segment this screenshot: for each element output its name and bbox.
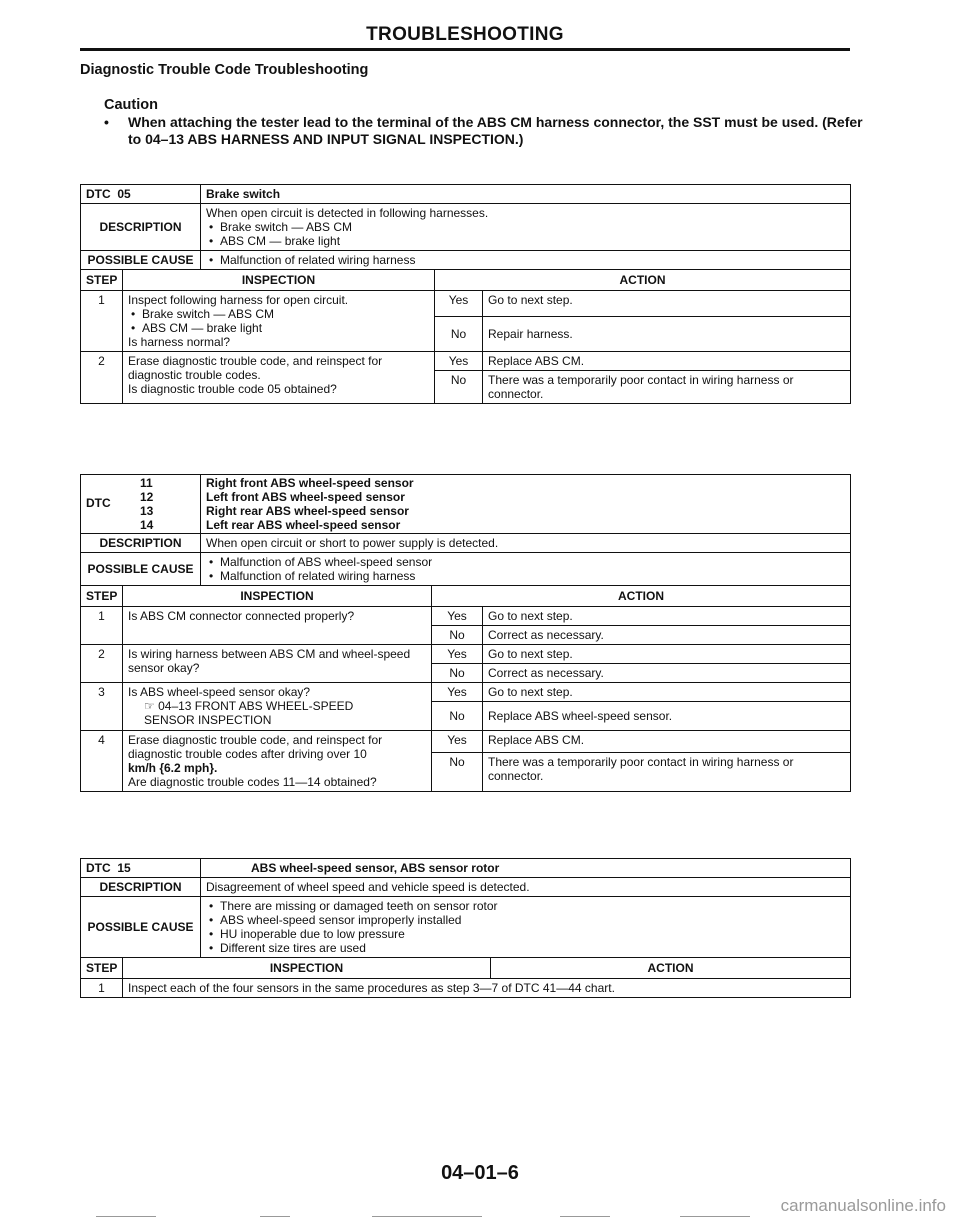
cause-item: • Malfunction of related wiring harness bbox=[206, 569, 845, 583]
possible-cause-cell bbox=[201, 553, 851, 586]
dtc-header-row bbox=[81, 859, 851, 878]
inspection-cell: Is wiring harness between ABS CM and wheel-speed sensor okay? bbox=[123, 645, 432, 683]
yes-label: Yes bbox=[435, 291, 483, 317]
step-number: 1 bbox=[81, 291, 123, 352]
step-number: 2 bbox=[81, 352, 123, 404]
dtc-header-row bbox=[81, 185, 851, 204]
action-no: Correct as necessary. bbox=[483, 626, 851, 645]
inspection-cell: Erase diagnostic trouble code, and reinspect for diagnostic trouble codes after driving over 10 km/h {6.2 mph}. Are diagnostic trouble codes 11—14 obtained? bbox=[123, 731, 432, 792]
dtc-11-14-table bbox=[80, 474, 851, 792]
description-label: DESCRIPTION bbox=[81, 534, 201, 553]
dtc-name: Right rear ABS wheel-speed sensor bbox=[206, 504, 409, 518]
possible-cause-row bbox=[81, 251, 851, 270]
inspection-cell: Is ABS wheel-speed sensor okay? ☞ 04–13 FRONT ABS WHEEL-SPEED SENSOR INSPECTION bbox=[123, 683, 432, 731]
action-yes: Replace ABS CM. bbox=[483, 352, 851, 371]
dtc-label: DTC bbox=[86, 496, 111, 510]
inspection-header: INSPECTION bbox=[123, 958, 491, 979]
column-header-row bbox=[81, 270, 851, 291]
page-number: 04–01–6 bbox=[441, 1162, 519, 1184]
dtc-name: Left rear ABS wheel-speed sensor bbox=[206, 518, 401, 532]
possible-cause-cell bbox=[201, 897, 851, 958]
possible-cause-label: POSSIBLE CAUSE bbox=[81, 897, 201, 958]
action-no: Repair harness. bbox=[483, 317, 851, 352]
description-cell bbox=[201, 204, 851, 251]
scan-artifact bbox=[560, 1216, 610, 1217]
possible-cause-row bbox=[81, 553, 851, 586]
yes-label: Yes bbox=[435, 352, 483, 371]
title-rule bbox=[80, 48, 850, 51]
dtc-header-row bbox=[81, 475, 851, 534]
bullet-icon: • bbox=[104, 114, 109, 130]
action-no: Replace ABS wheel-speed sensor. bbox=[483, 702, 851, 731]
step-header: STEP bbox=[81, 586, 123, 607]
caution-text: When attaching the tester lead to the terminal of the ABS CM harness connector, the SST must be used. (Refer to 04–13 ABS HARNESS AND INPUT SIGNAL INSPECTION.) bbox=[128, 114, 863, 147]
reference-text: ☞ 04–13 FRONT ABS WHEEL-SPEED SENSOR INSPECTION bbox=[144, 699, 354, 727]
action-yes: Go to next step. bbox=[483, 607, 851, 626]
inspection-header: INSPECTION bbox=[123, 270, 435, 291]
yes-label: Yes bbox=[432, 645, 483, 664]
step-number: 2 bbox=[81, 645, 123, 683]
dtc-name: Right front ABS wheel-speed sensor bbox=[206, 476, 414, 490]
possible-cause-label: POSSIBLE CAUSE bbox=[81, 251, 201, 270]
description-item: • Brake switch — ABS CM bbox=[206, 220, 845, 234]
step-row bbox=[81, 683, 851, 702]
step-number: 1 bbox=[81, 979, 123, 998]
possible-cause-label: POSSIBLE CAUSE bbox=[81, 553, 201, 586]
step-header: STEP bbox=[81, 958, 123, 979]
possible-cause-row bbox=[81, 897, 851, 958]
dtc-names-cell bbox=[201, 475, 851, 534]
action-yes: Replace ABS CM. bbox=[483, 731, 851, 753]
inspection-cell: Is ABS CM connector connected properly? bbox=[123, 607, 432, 645]
yes-label: Yes bbox=[432, 731, 483, 753]
no-label: No bbox=[432, 626, 483, 645]
caution-note bbox=[104, 114, 864, 148]
inspection-cell: Inspect following harness for open circuit. • Brake switch — ABS CM • ABS CM — brake light Is harness normal? bbox=[123, 291, 435, 352]
dtc-code: 05 bbox=[117, 187, 131, 201]
possible-cause-cell bbox=[201, 251, 851, 270]
step-row bbox=[81, 291, 851, 317]
action-header: ACTION bbox=[435, 270, 851, 291]
cause-item: • Malfunction of ABS wheel-speed sensor bbox=[206, 555, 845, 569]
dtc-15-table bbox=[80, 858, 851, 998]
inspection-cell: Inspect each of the four sensors in the same procedures as step 3—7 of DTC 41—44 chart. bbox=[123, 979, 851, 998]
step-row bbox=[81, 607, 851, 626]
cause-item: • There are missing or damaged teeth on sensor rotor bbox=[206, 899, 845, 913]
column-header-row bbox=[81, 586, 851, 607]
no-label: No bbox=[432, 702, 483, 731]
description-text: Disagreement of wheel speed and vehicle speed is detected. bbox=[201, 878, 851, 897]
description-text: When open circuit is detected in following harnesses. bbox=[206, 206, 489, 220]
step-number: 3 bbox=[81, 683, 123, 731]
action-no: Correct as necessary. bbox=[483, 664, 851, 683]
scan-artifact bbox=[96, 1216, 156, 1217]
description-item: • ABS CM — brake light bbox=[206, 234, 845, 248]
action-header: ACTION bbox=[432, 586, 851, 607]
description-label: DESCRIPTION bbox=[81, 204, 201, 251]
dtc-name: Brake switch bbox=[201, 185, 851, 204]
action-header: ACTION bbox=[491, 958, 851, 979]
step-row bbox=[81, 645, 851, 664]
dtc-code: 15 bbox=[117, 861, 131, 875]
scan-artifact bbox=[372, 1216, 482, 1217]
dtc-05-table bbox=[80, 184, 851, 404]
column-header-row bbox=[81, 958, 851, 979]
action-yes: Go to next step. bbox=[483, 645, 851, 664]
dtc-label-cell: DTC 15 bbox=[81, 859, 201, 878]
action-no: There was a temporarily poor contact in wiring harness or connector. bbox=[483, 753, 851, 792]
page-title: TROUBLESHOOTING bbox=[366, 24, 564, 45]
no-label: No bbox=[435, 371, 483, 404]
yes-label: Yes bbox=[432, 607, 483, 626]
no-label: No bbox=[432, 664, 483, 683]
no-label: No bbox=[432, 753, 483, 792]
cause-item: • HU inoperable due to low pressure bbox=[206, 927, 845, 941]
scan-artifact bbox=[260, 1216, 290, 1217]
cause-item: • Malfunction of related wiring harness bbox=[206, 253, 845, 267]
dtc-code: 13 bbox=[140, 504, 154, 518]
cause-item: • ABS wheel-speed sensor improperly installed bbox=[206, 913, 845, 927]
section-title: Diagnostic Trouble Code Troubleshooting bbox=[80, 62, 369, 78]
caution-label: Caution bbox=[104, 97, 158, 113]
dtc-code: 12 bbox=[140, 490, 154, 504]
step-row bbox=[81, 731, 851, 753]
description-row bbox=[81, 204, 851, 251]
dtc-code: 11 bbox=[140, 476, 153, 490]
step-header: STEP bbox=[81, 270, 123, 291]
dtc-name: ABS wheel-speed sensor, ABS sensor rotor bbox=[201, 859, 851, 878]
scan-artifact bbox=[680, 1216, 750, 1217]
watermark: carmanualsonline.info bbox=[780, 1196, 946, 1215]
yes-label: Yes bbox=[432, 683, 483, 702]
dtc-codes-cell bbox=[81, 475, 201, 534]
step-number: 4 bbox=[81, 731, 123, 792]
description-row bbox=[81, 878, 851, 897]
inspection-cell: Erase diagnostic trouble code, and reinspect for diagnostic trouble codes. Is diagnostic trouble code 05 obtained? bbox=[123, 352, 435, 404]
description-label: DESCRIPTION bbox=[81, 878, 201, 897]
dtc-label-cell: DTC 05 bbox=[81, 185, 201, 204]
description-text: When open circuit or short to power supply is detected. bbox=[201, 534, 851, 553]
inspection-header: INSPECTION bbox=[123, 586, 432, 607]
dtc-name: Left front ABS wheel-speed sensor bbox=[206, 490, 405, 504]
action-yes: Go to next step. bbox=[483, 291, 851, 317]
description-row bbox=[81, 534, 851, 553]
step-number: 1 bbox=[81, 607, 123, 645]
step-row bbox=[81, 979, 851, 998]
cause-item: • Different size tires are used bbox=[206, 941, 845, 955]
action-yes: Go to next step. bbox=[483, 683, 851, 702]
dtc-code: 14 bbox=[140, 518, 154, 532]
no-label: No bbox=[435, 317, 483, 352]
step-row bbox=[81, 352, 851, 371]
action-no: There was a temporarily poor contact in wiring harness or connector. bbox=[483, 371, 851, 404]
